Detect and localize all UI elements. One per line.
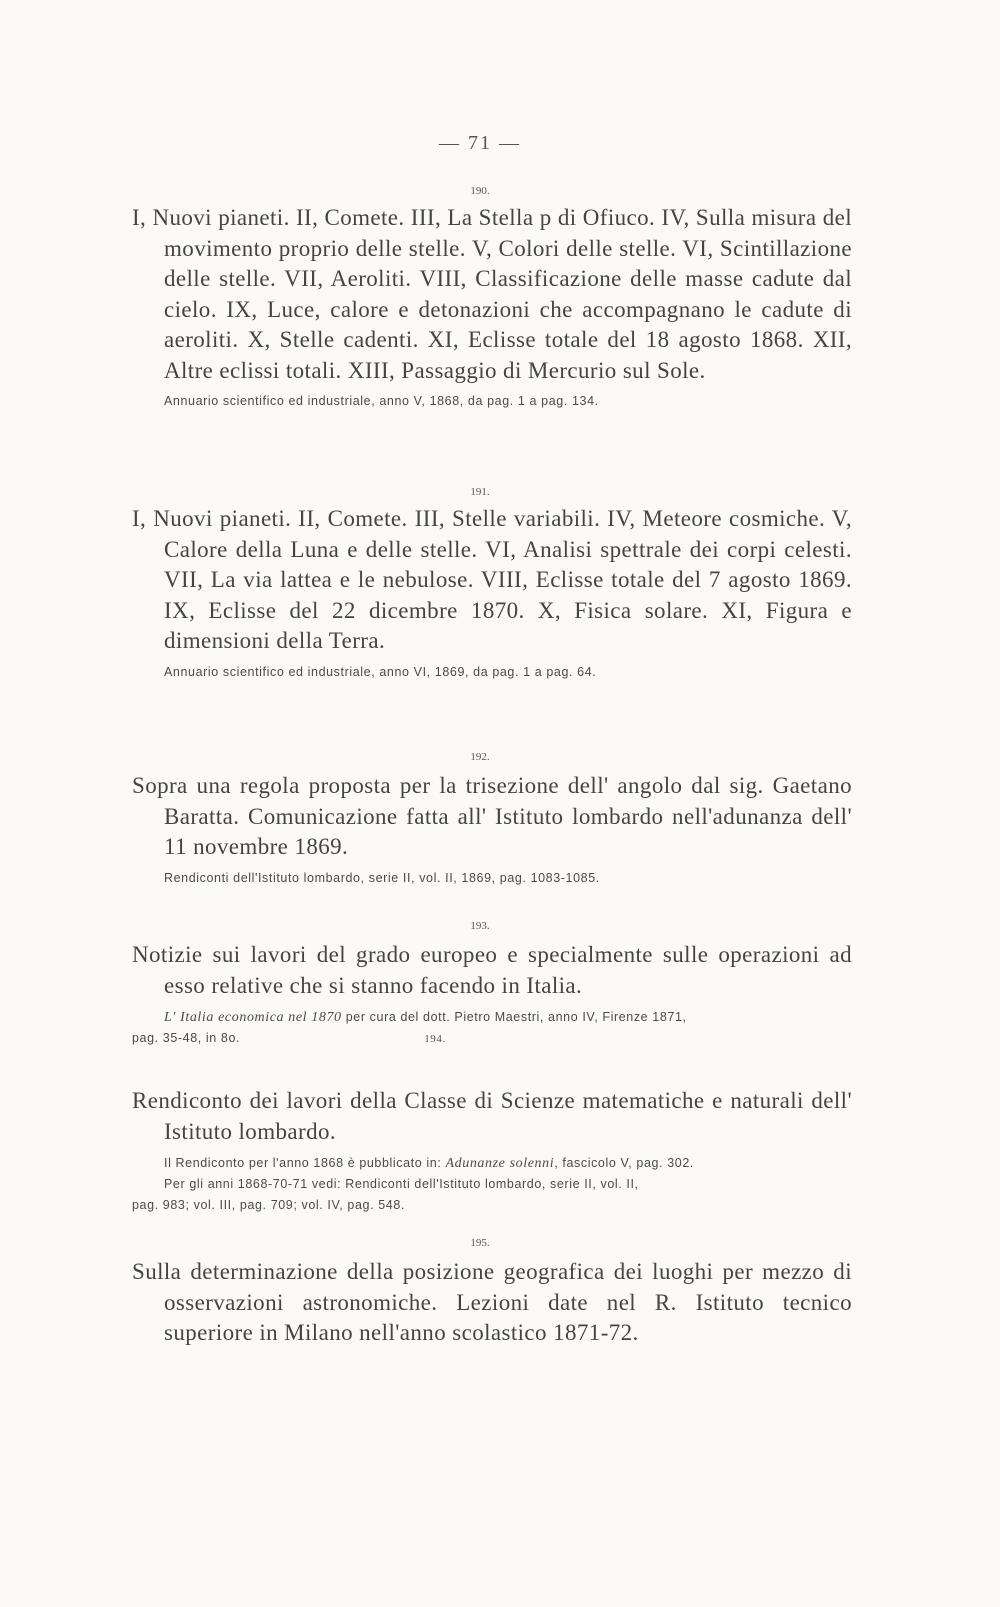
entry-title: Notizie sui lavori del grado europeo e specialmente sulle operazioni ad esso relative che si stanno facendo in Italia.	[132, 942, 852, 998]
page-number: — 71 —	[439, 132, 521, 154]
source-line-3: pag. 983; vol. III, pag. 709; vol. IV, pag. 548.	[132, 1198, 405, 1212]
source-text: Il Rendiconto per l'anno 1868 è pubblicato in:	[164, 1156, 446, 1170]
source-details: per cura del dott. Pietro Maestri, anno IV, Firenze 1871,	[341, 1010, 687, 1024]
entry-source: Rendiconti dell'Istituto lombardo, serie II, vol. II, 1869, pag. 1083-1085.	[164, 870, 600, 885]
entry-number: 192.	[470, 751, 490, 763]
entry-title: Sopra una regola proposta per la trisezione dell' angolo dal sig. Gaetano Baratta. Comunicazione fatta all' Istituto lombardo nell'adunanza dell' 11 novembre 1869.	[132, 773, 852, 859]
bibliography-entry-192	[132, 751, 852, 889]
entry-title: I, Nuovi pianeti. II, Comete. III, Stelle variabili. IV, Meteore cosmiche. V, Calore della Luna e delle stelle. VI, Analisi spettrale dei corpi celesti. VII, La via lattea e le nebulose. VIII, Eclisse totale del 7 agosto 1869. IX, Eclisse del 22 dicembre 1870. X, Fisica solare. XI, Figura e dimensioni della Terra.	[132, 506, 852, 653]
source-italic: Adunanze solenni	[445, 1156, 555, 1171]
entry-source	[132, 1153, 852, 1216]
source-pages: pag. 35-48, in 8o.	[132, 1031, 241, 1045]
entry-title: Sulla determinazione della posizione geografica dei luoghi per mezzo di osservazioni astronomiche. Lezioni date nel R. Istituto tecnico superiore in Milano nell'anno scolastico 1871-72.	[132, 1259, 852, 1345]
bibliography-entry-195	[132, 1237, 852, 1349]
entry-number: 190.	[470, 185, 490, 197]
source-line-2: Per gli anni 1868-70-71 vedi: Rendiconti dell'Istituto lombardo, serie II, vol. II,	[164, 1177, 639, 1191]
entry-number: 195.	[470, 1237, 490, 1249]
entry-number-194: 194.	[424, 1033, 446, 1045]
entry-title: Rendiconto dei lavori della Classe di Scienze matematiche e naturali dell' Istituto lombardo.	[132, 1088, 852, 1144]
source-journal-title: L' Italia economica nel 1870	[164, 1010, 342, 1025]
entry-source: Annuario scientifico ed industriale, anno VI, 1869, da pag. 1 a pag. 64.	[164, 664, 597, 679]
bibliography-entry-191	[132, 486, 852, 683]
bibliography-entry-193	[132, 920, 852, 1050]
entry-source	[132, 1007, 852, 1050]
bibliography-entry-194	[132, 1086, 852, 1216]
entry-source: Annuario scientifico ed industriale, anno V, 1868, da pag. 1 a pag. 134.	[164, 394, 599, 408]
entry-number: 193.	[470, 920, 490, 932]
entry-number: 191.	[470, 486, 490, 498]
bibliography-entry-190	[132, 185, 852, 412]
source-text-rest: , fascicolo V, pag. 302.	[554, 1156, 694, 1170]
entry-title: I, Nuovi pianeti. II, Comete. III, La Stella p di Ofiuco. IV, Sulla misura del movimento proprio delle stelle. V, Colori delle stelle. VI, Scintillazione delle stelle. VII, Aeroliti. VIII, Classificazione delle masse cadute dal cielo. IX, Luce, calore e detonazioni che accompagnano le cadute di aeroliti. X, Stelle cadenti. XI, Eclisse totale del 18 agosto 1868. XII, Altre eclissi totali. XIII, Passaggio di Mercurio sul Sole.	[132, 205, 852, 383]
